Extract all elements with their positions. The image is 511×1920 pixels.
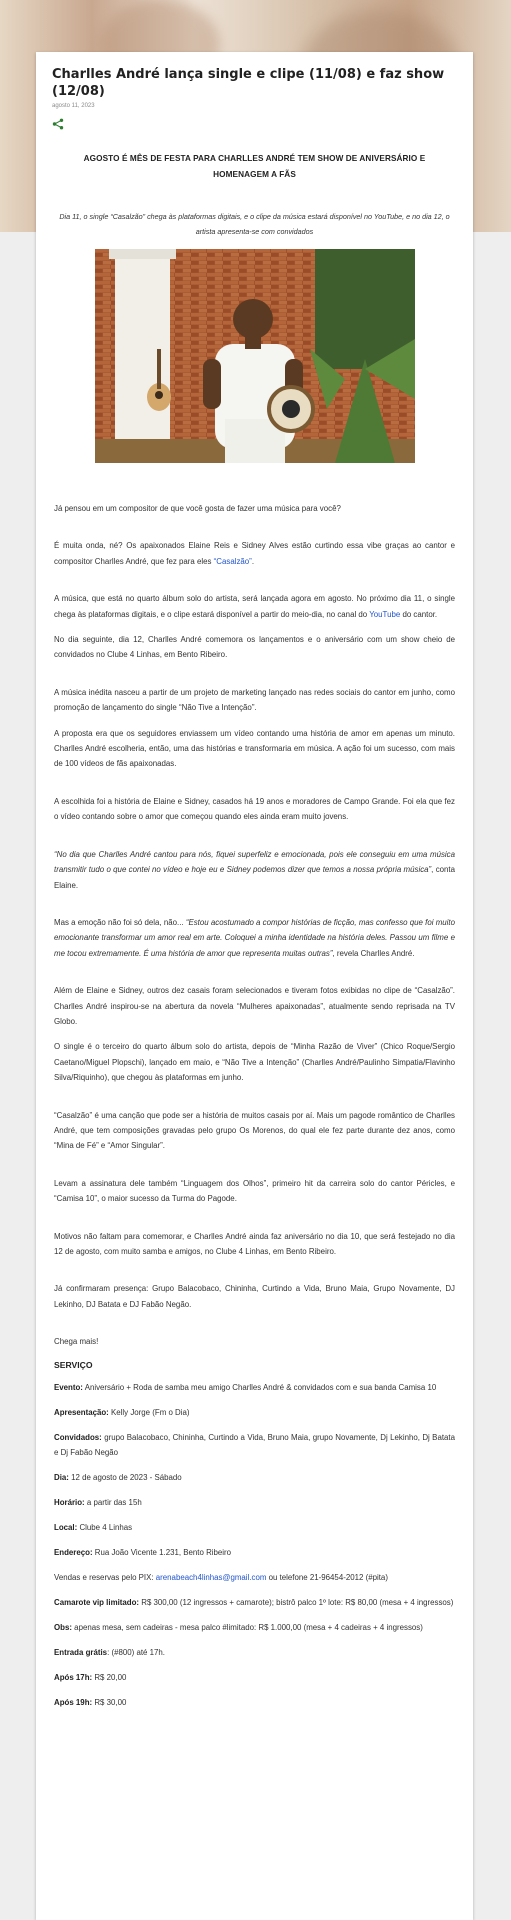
post-headline: AGOSTO É MÊS DE FESTA PARA CHARLLES ANDRÉ TEM SHOW DE ANIVERSÁRIO E HOMENAGEM A FÃS xyxy=(83,154,426,179)
youtube-link[interactable]: YouTube xyxy=(369,609,401,619)
paragraph: No dia seguinte, dia 12, Charlles André comemora os lançamentos e o aniversário com um show cheio de convidados no Clube 4 Linhas, em Bento Ribeiro. xyxy=(54,635,455,660)
paragraph: Motivos não faltam para comemorar, e Charlles André ainda faz aniversário no dia 10, que será festejado no dia 12 de agosto, com muito samba e amigos, no Clube 4 Linhas, em Bento Ribeiro. xyxy=(54,1231,455,1256)
service-item-horario: Horário: a partir das 15h xyxy=(54,1497,142,1507)
service-item-evento: Evento: Aniversário + Roda de samba meu amigo Charlles André & convidados com e sua banda Camisa 10 xyxy=(54,1382,437,1392)
paragraph: A música inédita nasceu a partir de um projeto de marketing lançado nas redes sociais do cantor em junho, como promoção de lançamento do single “Não Tive a Intenção”. xyxy=(54,687,455,713)
paragraph: “Casalzão” é uma canção que pode ser a história de muitos casais por aí. Mais um pagode romântico de Charlles André, que tem composições gravadas pelo grupo Os Morenos, do qual ele fez parte durante dez anos, como “Mina de Fé” e “Amor Singular”. xyxy=(54,1110,455,1151)
service-item-convidados: Convidados: grupo Balacobaco, Chininha, Curtindo a Vida, Bruno Maia, grupo Novamente, Dj Lekinho, Dj Batata e Dj Fabão Negão xyxy=(54,1432,455,1457)
post-body xyxy=(52,501,457,1710)
service-item-vendas: Vendas e reservas pelo PIX: arenabeach4linhas@gmail.com ou telefone 21-96454-2012 (#pita) xyxy=(54,1572,388,1582)
paragraph: Levam a assinatura dele também “Linguagem dos Olhos”, primeiro hit da carreira solo do cantor Péricles, e “Camisa 10”, o maior sucesso da Turma do Pagode. xyxy=(54,1178,455,1204)
service-item-apos17: Após 17h: R$ 20,00 xyxy=(54,1672,127,1682)
paragraph: A música, que está no quarto álbum solo do artista, será lançada agora em agosto. No próximo dia 11, o single chega às plataformas digitais, e o clipe estará disponível a partir do meio-dia, no canal do YouTube do cantor. xyxy=(54,594,455,619)
paragraph: A proposta era que os seguidores enviassem um vídeo contando uma história de amor em apenas um minuto. Charlles André escolheria, então, uma das histórias e transformaria em música. A ação foi um sucesso, com mais de 100 vídeos de fãs apaixonadas. xyxy=(54,728,455,769)
paragraph: Além de Elaine e Sidney, outros dez casais foram selecionados e tiveram fotos exibidas no clipe de “Casalzão”. Charlles André inspirou-se na abertura da novela “Mulheres apaixonadas”, atualmente sendo reprisada na TV Globo. xyxy=(54,986,455,1026)
service-item-apos19: Após 19h: R$ 30,00 xyxy=(54,1697,127,1707)
post-title[interactable]: Charlles André lança single e clipe (11/08) e faz show (12/08) xyxy=(52,67,445,99)
paragraph: A escolhida foi a história de Elaine e Sidney, casados há 19 anos e moradores de Campo Grande. Foi ela que fez o vídeo contando sobre o amor que começou quando eles ainda eram muito jovens. xyxy=(54,796,455,822)
email-link[interactable]: arenabeach4linhas@gmail.com xyxy=(155,1572,267,1582)
post-card xyxy=(36,52,473,1920)
service-item-entrada: Entrada grátis: (#800) até 17h. xyxy=(54,1647,165,1657)
service-item-local: Local: Clube 4 Linhas xyxy=(54,1522,133,1532)
service-item-apresentacao: Apresentação: Kelly Jorge (Fm o Dia) xyxy=(54,1407,190,1417)
service-item-endereco: Endereço: Rua João Vicente 1.231, Bento Ribeiro xyxy=(54,1547,232,1557)
paragraph: Já confirmaram presença: Grupo Balacobaco, Chininha, Curtindo a Vida, Bruno Maia, Grupo Novamente, DJ Lekinho, DJ Batata e DJ Fabão Negão. xyxy=(54,1284,455,1309)
service-item-camarote: Camarote vip limitado: R$ 300,00 (12 ingressos + camarote); bistrô palco 1º lote: R$ 80,00 (mesa + 4 ingressos) xyxy=(54,1597,454,1607)
paragraph-quote: Mas a emoção não foi só dela, não... “Estou acostumado a compor histórias de ficção, mas confesso que foi muito emocionante transformar um amor real em arte. Coloquei a minha identidade na história deles. Passou um filme e me tocou extremamente. É uma história de amor que representa muitas outras”, revela Charlles André. xyxy=(54,917,455,958)
post-date[interactable]: agosto 11, 2023 xyxy=(52,103,95,109)
paragraph-quote: “No dia que Charlles André cantou para nós, fiquei superfeliz e emocionada, pois ele conseguiu em uma música transmitir tudo o que contei no vídeo e hoje eu e Sidney podemos dizer que temos a nossa própria música”, conta Elaine. xyxy=(54,849,455,890)
service-title: SERVIÇO xyxy=(54,1359,93,1370)
share-icon[interactable] xyxy=(52,117,64,129)
paragraph: O single é o terceiro do quarto álbum solo do artista, depois de “Minha Razão de Viver” (Chico Roque/Sergio Caetano/Miguel Plopschi), lançado em maio, e “Não Tive a Intenção” (Charlles André/Paulinho Simpatia/Flavinho Silva/Riquinho), que chegou às plataformas em junho. xyxy=(54,1042,455,1083)
post-lead: Dia 11, o single “Casalzão” chega às plataformas digitais, e o clipe da música estará disponível no YouTube, e no dia 12, o artista apresenta-se com convidados xyxy=(59,212,450,236)
paragraph: Chega mais! xyxy=(54,1337,99,1347)
casalzao-link[interactable]: “Casalzão” xyxy=(213,556,252,566)
paragraph: Já pensou em um compositor de que você gosta de fazer uma música para você? xyxy=(54,504,341,513)
service-section xyxy=(54,1360,455,1710)
service-item-obs: Obs: apenas mesa, sem cadeiras - mesa palco #limitado: R$ 1.000,00 (mesa + 4 cadeiras + 4 ingressos) xyxy=(54,1622,423,1632)
paragraph: É muita onda, né? Os apaixonados Elaine Reis e Sidney Alves estão curtindo essa vibe graças ao cantor e compositor Charlles André, que fez para eles “Casalzão”. xyxy=(54,541,455,566)
artist-photo xyxy=(95,249,415,463)
service-item-dia: Dia: 12 de agosto de 2023 - Sábado xyxy=(54,1472,182,1482)
